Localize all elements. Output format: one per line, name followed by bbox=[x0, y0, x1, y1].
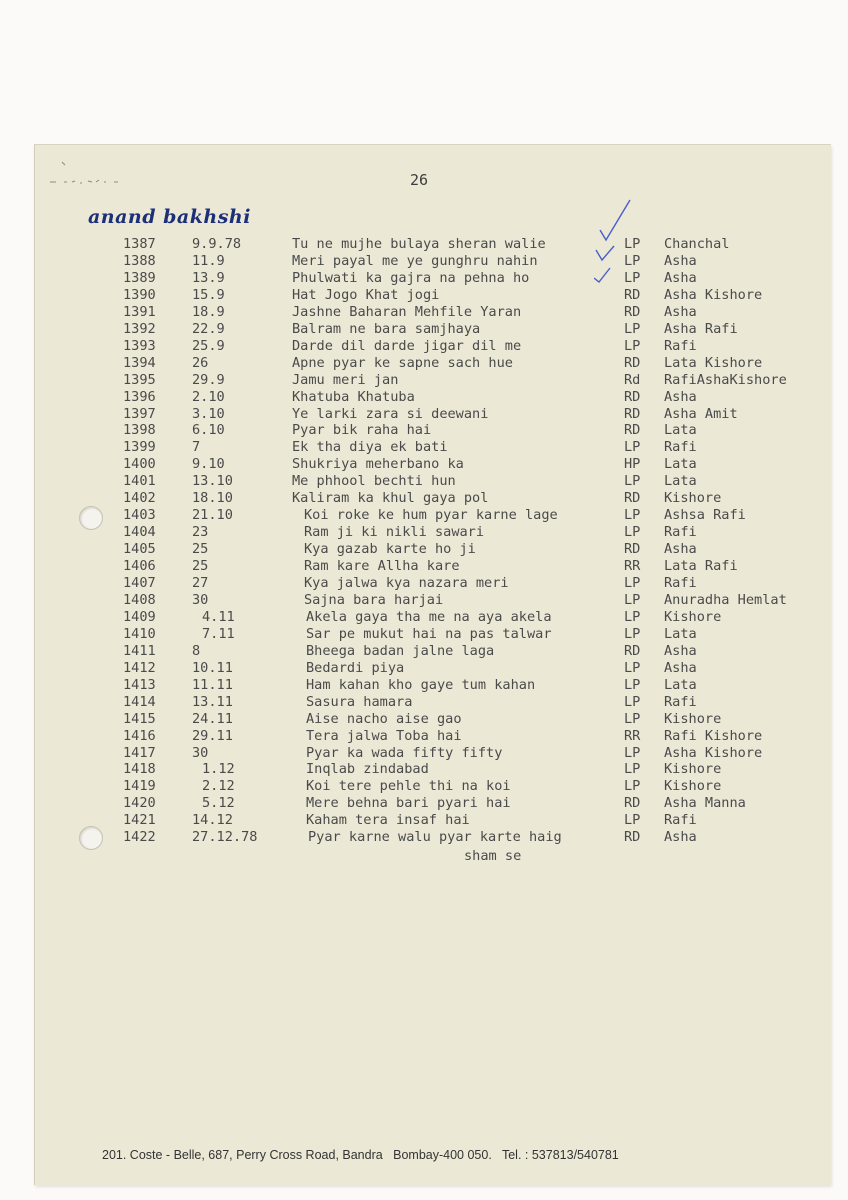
author-handwritten: anand bakhshi bbox=[88, 206, 251, 228]
singer-names: Lata bbox=[664, 473, 697, 490]
song-title: Jamu meri jan bbox=[292, 371, 399, 388]
entry-date: 15.9 bbox=[192, 286, 225, 303]
footer-address: 201. Coste - Belle, 687, Perry Cross Road, Bandra Bombay-400 050. Tel. : 537813/540781 bbox=[102, 1148, 619, 1162]
entry-date: 6.10 bbox=[192, 422, 225, 439]
composer-code: LP bbox=[624, 507, 641, 524]
page-number: 26 bbox=[410, 171, 429, 189]
entry-number: 1409 bbox=[123, 608, 156, 625]
entry-date: 29.11 bbox=[192, 727, 233, 744]
entry-date: 26 bbox=[192, 354, 209, 371]
singer-names: Rafi bbox=[664, 439, 697, 456]
checkmark-ticks bbox=[594, 198, 641, 288]
song-title: Sar pe mukut hai na pas talwar bbox=[306, 625, 552, 642]
entry-number: 1391 bbox=[123, 303, 156, 320]
entry-number: 1402 bbox=[123, 490, 156, 507]
singer-names: Kishore bbox=[664, 490, 722, 507]
entry-date: 11.9 bbox=[192, 252, 225, 269]
song-title: Ek tha diya ek bati bbox=[292, 439, 448, 456]
song-title: Kya gazab karte ho ji bbox=[304, 541, 476, 558]
singer-names: Rafi bbox=[664, 812, 697, 829]
entry-number: 1403 bbox=[123, 507, 156, 524]
entry-number: 1419 bbox=[123, 778, 156, 795]
song-title: Jashne Baharan Mehfile Yaran bbox=[292, 303, 522, 320]
composer-code: Rd bbox=[624, 371, 641, 388]
entry-date: 25 bbox=[192, 558, 209, 575]
entry-date: 14.12 bbox=[192, 812, 233, 829]
composer-code: LP bbox=[624, 439, 641, 456]
entry-number: 1407 bbox=[123, 575, 156, 591]
song-title: Meri payal me ye gunghru nahin bbox=[292, 252, 538, 269]
singer-names: Asha Rafi bbox=[664, 320, 738, 337]
song-title: Pyar ka wada fifty fifty bbox=[306, 744, 503, 761]
entry-date: 25.9 bbox=[192, 337, 225, 354]
singer-names: Asha bbox=[664, 659, 697, 676]
entry-number: 1406 bbox=[123, 558, 156, 575]
entry-number: 1394 bbox=[123, 354, 156, 371]
composer-code: RD bbox=[624, 829, 641, 846]
entry-number: 1400 bbox=[123, 456, 156, 473]
song-title: Pyar karne walu pyar karte haig bbox=[308, 829, 562, 846]
punch-hole bbox=[79, 826, 103, 850]
song-title: Phulwati ka gajra na pehna ho bbox=[292, 269, 530, 286]
composer-code: LP bbox=[624, 524, 641, 541]
singer-names: Ashsa Rafi bbox=[664, 507, 746, 524]
song-title: Ram ji ki nikli sawari bbox=[304, 524, 485, 541]
song-title: Ham kahan kho gaye tum kahan bbox=[306, 676, 536, 693]
song-title: Kya jalwa kya nazara meri bbox=[304, 575, 509, 591]
entry-date: 27.12.78 bbox=[192, 829, 258, 846]
singer-names: Asha Kishore bbox=[664, 286, 763, 303]
entry-number: 1401 bbox=[123, 473, 156, 490]
song-title: Sasura hamara bbox=[306, 693, 413, 710]
song-title: Pyar bik raha hai bbox=[292, 422, 432, 439]
entry-number: 1392 bbox=[123, 320, 156, 337]
composer-code: RD bbox=[624, 405, 641, 422]
entry-date: 2.12 bbox=[202, 778, 235, 795]
composer-code: RD bbox=[624, 303, 641, 320]
singer-names: Lata bbox=[664, 456, 697, 473]
entry-number: 1408 bbox=[123, 591, 156, 608]
song-title: Bheega badan jalne laga bbox=[306, 642, 495, 659]
song-title: Ram kare Allha kare bbox=[304, 558, 460, 575]
singer-names: Asha bbox=[664, 829, 697, 846]
song-title: Sajna bara harjai bbox=[304, 591, 444, 608]
entry-date: 30 bbox=[192, 591, 209, 608]
entry-date: 13.11 bbox=[192, 693, 233, 710]
entry-number: 1416 bbox=[123, 727, 156, 744]
song-title: Bedardi piya bbox=[306, 659, 405, 676]
singer-names: Kishore bbox=[664, 608, 722, 625]
composer-code: LP bbox=[624, 473, 641, 490]
entry-date: 13.9 bbox=[192, 269, 225, 286]
song-title: Shukriya meherbano ka bbox=[292, 456, 464, 473]
entry-date: 9.9.78 bbox=[192, 236, 242, 252]
singer-names: Rafi bbox=[664, 524, 697, 541]
singer-names: Chanchal bbox=[664, 236, 730, 252]
entry-number: 1399 bbox=[123, 439, 156, 456]
composer-code: HP bbox=[624, 456, 641, 473]
singer-names: Lata bbox=[664, 422, 697, 439]
song-title: Koi roke ke hum pyar karne lage bbox=[304, 507, 558, 524]
song-title: Balram ne bara samjhaya bbox=[292, 320, 481, 337]
song-title: Kaham tera insaf hai bbox=[306, 812, 470, 829]
song-title: Darde dil darde jigar dil me bbox=[292, 337, 522, 354]
composer-code: LP bbox=[624, 676, 641, 693]
entry-number: 1405 bbox=[123, 541, 156, 558]
song-title: Ye larki zara si deewani bbox=[292, 405, 489, 422]
entry-date: 24.11 bbox=[192, 710, 233, 727]
entry-number: 1415 bbox=[123, 710, 156, 727]
singer-names: Lata bbox=[664, 625, 697, 642]
entry-number: 1395 bbox=[123, 371, 156, 388]
singer-names: Asha Kishore bbox=[664, 744, 763, 761]
entry-date: 7 bbox=[192, 439, 201, 456]
singer-names: Rafi bbox=[664, 337, 697, 354]
singer-names: Asha bbox=[664, 541, 697, 558]
composer-code: LP bbox=[624, 693, 641, 710]
entry-date: 18.10 bbox=[192, 490, 233, 507]
composer-code: LP bbox=[624, 337, 641, 354]
singer-names: Anuradha Hemlat bbox=[664, 591, 787, 608]
entry-number: 1411 bbox=[123, 642, 156, 659]
composer-code: RD bbox=[624, 422, 641, 439]
entry-date: 13.10 bbox=[192, 473, 233, 490]
entry-date: 1.12 bbox=[202, 761, 235, 778]
composer-code: RD bbox=[624, 795, 641, 812]
entry-number: 1418 bbox=[123, 761, 156, 778]
entry-date: 18.9 bbox=[192, 303, 225, 320]
song-title: Tu ne mujhe bulaya sheran walie bbox=[292, 236, 546, 252]
song-title: Koi tere pehle thi na koi bbox=[306, 778, 511, 795]
entry-date: 8 bbox=[192, 642, 201, 659]
entry-date: 11.11 bbox=[192, 676, 233, 693]
entry-number: 1421 bbox=[123, 812, 156, 829]
entry-number: 1389 bbox=[123, 269, 156, 286]
stray-pencil-marks bbox=[44, 158, 134, 188]
composer-code: RR bbox=[624, 727, 641, 744]
composer-code: RD bbox=[624, 642, 641, 659]
entry-date: 9.10 bbox=[192, 456, 225, 473]
singer-names: Kishore bbox=[664, 778, 722, 795]
entry-date: 4.11 bbox=[202, 608, 235, 625]
composer-code: LP bbox=[624, 710, 641, 727]
song-title: Mere behna bari pyari hai bbox=[306, 795, 511, 812]
composer-code: LP bbox=[624, 236, 641, 252]
singer-names: Rafi bbox=[664, 693, 697, 710]
singer-names: Asha bbox=[664, 642, 697, 659]
entry-date: 23 bbox=[192, 524, 209, 541]
song-title: Khatuba Khatuba bbox=[292, 388, 415, 405]
singer-names: Rafi bbox=[664, 575, 697, 591]
entry-number: 1420 bbox=[123, 795, 156, 812]
entry-date: 5.12 bbox=[202, 795, 235, 812]
singer-names: Kishore bbox=[664, 761, 722, 778]
composer-code: LP bbox=[624, 625, 641, 642]
entry-date: 29.9 bbox=[192, 371, 225, 388]
composer-code: RD bbox=[624, 541, 641, 558]
composer-code: LP bbox=[624, 761, 641, 778]
composer-code: RD bbox=[624, 490, 641, 507]
composer-code: RD bbox=[624, 286, 641, 303]
singer-names: Lata Rafi bbox=[664, 558, 738, 575]
song-title: Inqlab zindabad bbox=[306, 761, 429, 778]
entry-number: 1393 bbox=[123, 337, 156, 354]
composer-code: LP bbox=[624, 252, 641, 269]
entry-number: 1414 bbox=[123, 693, 156, 710]
singer-names: Lata bbox=[664, 676, 697, 693]
song-title: Hat Jogo Khat jogi bbox=[292, 286, 440, 303]
entry-date: 25 bbox=[192, 541, 209, 558]
song-title: Akela gaya tha me na aya akela bbox=[306, 608, 552, 625]
entry-number: 1398 bbox=[123, 422, 156, 439]
composer-code: LP bbox=[624, 320, 641, 337]
entry-date: 22.9 bbox=[192, 320, 225, 337]
song-title: Aise nacho aise gao bbox=[306, 710, 462, 727]
entry-number: 1397 bbox=[123, 405, 156, 422]
entry-date: 30 bbox=[192, 744, 209, 761]
entry-date: 27 bbox=[192, 575, 209, 591]
entry-number: 1388 bbox=[123, 252, 156, 269]
composer-code: LP bbox=[624, 269, 641, 286]
entry-date: 7.11 bbox=[202, 625, 235, 642]
entry-number: 1413 bbox=[123, 676, 156, 693]
composer-code: LP bbox=[624, 608, 641, 625]
entry-number: 1387 bbox=[123, 236, 156, 252]
entry-date: 3.10 bbox=[192, 405, 225, 422]
entry-date: 21.10 bbox=[192, 507, 233, 524]
composer-code: LP bbox=[624, 812, 641, 829]
singer-names: Asha bbox=[664, 303, 697, 320]
entry-number: 1412 bbox=[123, 659, 156, 676]
singer-names: Rafi Kishore bbox=[664, 727, 763, 744]
song-title: Tera jalwa Toba hai bbox=[306, 727, 462, 744]
composer-code: LP bbox=[624, 778, 641, 795]
singer-names: Asha bbox=[664, 269, 697, 286]
singer-names: Asha Manna bbox=[664, 795, 746, 812]
composer-code: LP bbox=[624, 575, 641, 591]
entry-number: 1417 bbox=[123, 744, 156, 761]
composer-code: LP bbox=[624, 744, 641, 761]
singer-names: Kishore bbox=[664, 710, 722, 727]
singer-names: Lata Kishore bbox=[664, 354, 763, 371]
singer-names: Asha Amit bbox=[664, 405, 738, 422]
singer-names: Asha bbox=[664, 252, 697, 269]
singer-names: Asha bbox=[664, 388, 697, 405]
composer-code: LP bbox=[624, 591, 641, 608]
song-title: Me phhool bechti hun bbox=[292, 473, 456, 490]
entry-date: 2.10 bbox=[192, 388, 225, 405]
composer-code: RR bbox=[624, 558, 641, 575]
punch-hole bbox=[79, 506, 103, 530]
continuation-text: sham se bbox=[464, 848, 522, 864]
entry-number: 1390 bbox=[123, 286, 156, 303]
entry-number: 1396 bbox=[123, 388, 156, 405]
song-title: Apne pyar ke sapne sach hue bbox=[292, 354, 513, 371]
composer-code: LP bbox=[624, 659, 641, 676]
entry-number: 1422 bbox=[123, 829, 156, 846]
composer-code: RD bbox=[624, 388, 641, 405]
composer-code: RD bbox=[624, 354, 641, 371]
singer-names: RafiAshaKishore bbox=[664, 371, 787, 388]
song-title: Kaliram ka khul gaya pol bbox=[292, 490, 489, 507]
entry-number: 1404 bbox=[123, 524, 156, 541]
entry-number: 1410 bbox=[123, 625, 156, 642]
entry-date: 10.11 bbox=[192, 659, 233, 676]
